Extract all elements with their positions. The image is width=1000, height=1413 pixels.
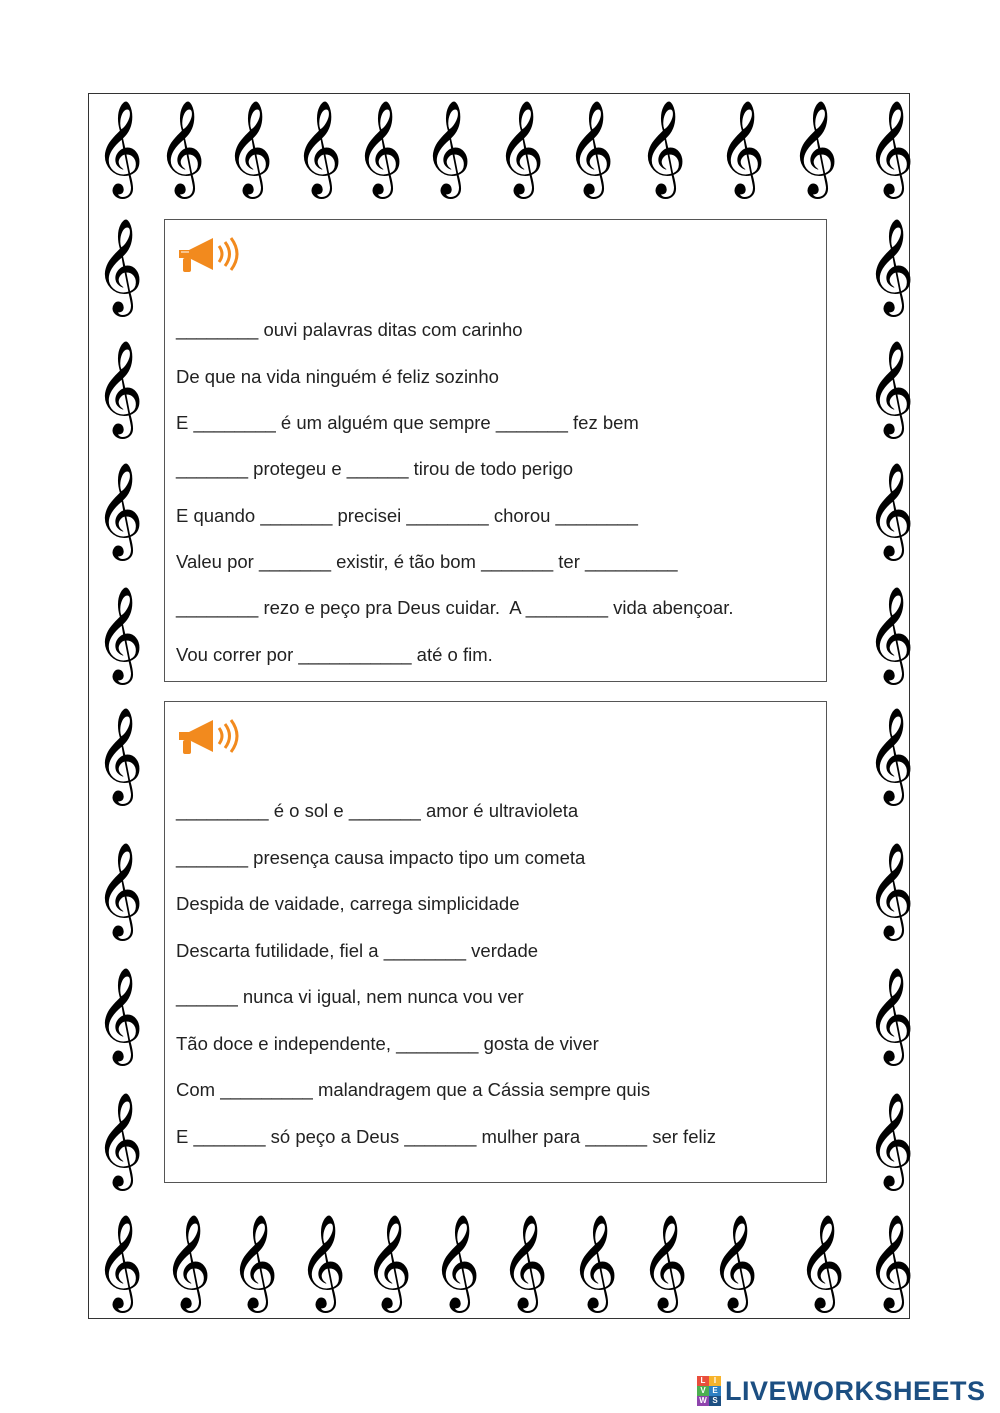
treble-clef-icon: 𝄞 — [95, 586, 144, 681]
lyric-line: E _______ só peço a Deus _______ mulher para ______ ser feliz — [176, 1126, 716, 1147]
treble-clef-icon: 𝄞 — [500, 1214, 549, 1309]
lyric-line: _______ protegeu e ______ tirou de todo perigo — [176, 458, 574, 479]
brand-mark-tile: V — [697, 1386, 709, 1396]
treble-clef-icon: 𝄞 — [364, 1214, 413, 1309]
lyric-line: E quando _______ precisei ________ chorou ________ — [176, 505, 638, 526]
brand-mark-tile: S — [709, 1396, 721, 1406]
treble-clef-icon: 𝄞 — [298, 1214, 347, 1309]
treble-clef-icon: 𝄞 — [866, 462, 915, 557]
lyric-line: Com _________ malandragem que a Cássia sempre quis — [176, 1079, 651, 1100]
treble-clef-icon: 𝄞 — [710, 1214, 759, 1309]
lyric-line: Valeu por _______ existir, é tão bom _______ ter _________ — [176, 551, 678, 572]
lyric-line: ________ ouvi palavras ditas com carinho — [176, 319, 523, 340]
treble-clef-icon: 𝄞 — [866, 842, 915, 937]
brand-mark-tile: W — [697, 1396, 709, 1406]
treble-clef-icon: 𝄞 — [566, 100, 615, 195]
lyric-line: ________ rezo e peço pra Deus cuidar. A ________ vida abençoar. — [176, 597, 734, 618]
treble-clef-icon: 𝄞 — [95, 1214, 144, 1309]
treble-clef-icon: 𝄞 — [866, 218, 915, 313]
treble-clef-icon: 𝄞 — [797, 1214, 846, 1309]
lyric-line: Despida de vaidade, carrega simplicidade — [176, 893, 520, 914]
lyric-line: E ________ é um alguém que sempre _______ fez bem — [176, 412, 639, 433]
treble-clef-icon: 𝄞 — [866, 1214, 915, 1309]
treble-clef-icon: 𝄞 — [496, 100, 545, 195]
treble-clef-icon: 𝄞 — [866, 1092, 915, 1187]
lyric-line: Vou correr por ___________ até o fim. — [176, 644, 493, 665]
treble-clef-icon: 𝄞 — [790, 100, 839, 195]
brand-mark-tile: E — [709, 1386, 721, 1396]
treble-clef-icon: 𝄞 — [355, 100, 404, 195]
treble-clef-icon: 𝄞 — [95, 842, 144, 937]
treble-clef-icon: 𝄞 — [866, 586, 915, 681]
lyrics-panel-1 — [164, 219, 827, 682]
lyric-line: _______ presença causa impacto tipo um cometa — [176, 847, 586, 868]
treble-clef-icon: 𝄞 — [717, 100, 766, 195]
brand-name: LIVEWORKSHEETS — [725, 1375, 986, 1406]
lyric-line: Descarta futilidade, fiel a ________ verdade — [176, 940, 539, 961]
treble-clef-icon: 𝄞 — [163, 1214, 212, 1309]
megaphone-icon[interactable] — [175, 230, 253, 278]
lyric-line: De que na vida ninguém é feliz sozinho — [176, 366, 499, 387]
lyrics-panel-2 — [164, 701, 827, 1183]
treble-clef-icon: 𝄞 — [866, 100, 915, 195]
treble-clef-icon: 𝄞 — [157, 100, 206, 195]
treble-clef-icon: 𝄞 — [866, 707, 915, 802]
treble-clef-icon: 𝄞 — [294, 100, 343, 195]
treble-clef-icon: 𝄞 — [95, 340, 144, 435]
treble-clef-icon: 𝄞 — [95, 1092, 144, 1187]
treble-clef-icon: 𝄞 — [95, 218, 144, 313]
liveworksheets-logo — [697, 1374, 986, 1408]
brand-mark-tile: I — [709, 1376, 721, 1386]
treble-clef-icon: 𝄞 — [95, 462, 144, 557]
treble-clef-icon: 𝄞 — [570, 1214, 619, 1309]
treble-clef-icon: 𝄞 — [640, 1214, 689, 1309]
treble-clef-icon: 𝄞 — [866, 340, 915, 435]
treble-clef-icon: 𝄞 — [638, 100, 687, 195]
treble-clef-icon: 𝄞 — [866, 967, 915, 1062]
liveworksheets-mark-icon — [697, 1376, 721, 1406]
brand-mark-tile: L — [697, 1376, 709, 1386]
treble-clef-icon: 𝄞 — [225, 100, 274, 195]
treble-clef-icon: 𝄞 — [423, 100, 472, 195]
treble-clef-icon: 𝄞 — [95, 100, 144, 195]
treble-clef-icon: 𝄞 — [432, 1214, 481, 1309]
treble-clef-icon: 𝄞 — [95, 707, 144, 802]
treble-clef-icon: 𝄞 — [95, 967, 144, 1062]
megaphone-icon[interactable] — [175, 712, 253, 760]
lyric-line: _________ é o sol e _______ amor é ultravioleta — [176, 800, 579, 821]
treble-clef-icon: 𝄞 — [230, 1214, 279, 1309]
lyric-line: Tão doce e independente, ________ gosta de viver — [176, 1033, 599, 1054]
lyric-line: ______ nunca vi igual, nem nunca vou ver — [176, 986, 524, 1007]
